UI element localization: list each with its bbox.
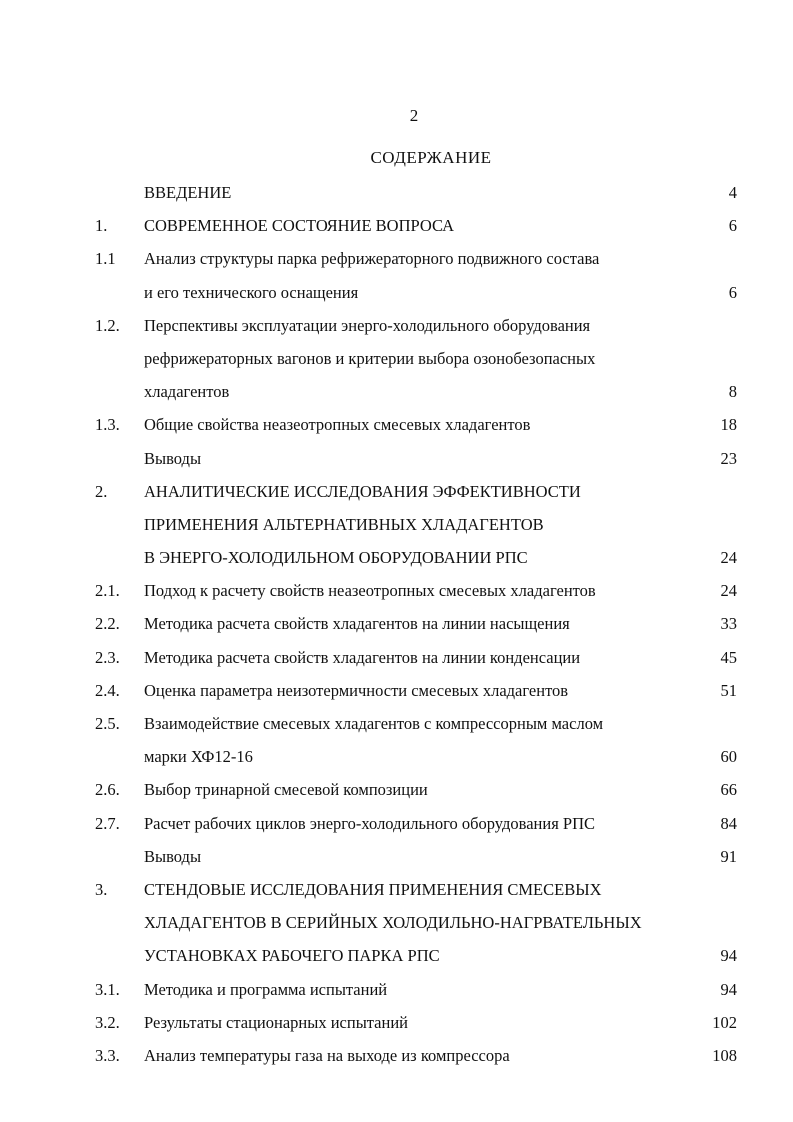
toc-entry-line — [0, 508, 793, 541]
toc-entry-page: 6 — [728, 216, 737, 236]
toc-entry-title: УСТАНОВКАХ РАБОЧЕГО ПАРКА РПС — [144, 946, 440, 966]
toc-entry-line — [0, 1039, 793, 1072]
toc-entry-title: ПРИМЕНЕНИЯ АЛЬТЕРНАТИВНЫХ ХЛАДАГЕНТОВ — [144, 514, 544, 534]
toc-entry-number: 2.4. — [95, 680, 120, 700]
toc-entry-title: СОВРЕМЕННОЕ СОСТОЯНИЕ ВОПРОСА — [144, 216, 455, 236]
toc-entry-title: марки ХФ12-16 — [144, 747, 253, 767]
toc-entry-number: 2. — [95, 481, 108, 501]
toc-entry-line — [0, 641, 793, 674]
toc-entry-number: 1.1 — [95, 249, 116, 269]
toc-entry-line — [0, 674, 793, 707]
toc-entry-line — [0, 475, 793, 508]
toc-entry-line — [0, 773, 793, 806]
toc-entry-number: 1. — [95, 216, 108, 236]
toc-entry-line — [0, 541, 793, 574]
toc-entry-page: 66 — [720, 780, 737, 800]
toc-entry-page: 24 — [720, 548, 737, 568]
toc-entry-title: ХЛАДАГЕНТОВ В СЕРИЙНЫХ ХОЛОДИЛЬНО-НАГРВАТЕЛЬНЫХ — [144, 913, 642, 933]
toc-entry-title: Общие свойства неазеотропных смесевых хладагентов — [144, 415, 531, 435]
toc-entry-page: 51 — [720, 680, 737, 700]
toc-entry-number: 2.5. — [95, 714, 120, 733]
toc-entry-page: 8 — [728, 382, 737, 402]
toc-entry-title: рефрижераторных вагонов и критерии выбора озонобезопасных — [144, 348, 596, 368]
toc-entry-line — [0, 209, 793, 242]
toc-entry-line — [0, 973, 793, 1006]
toc-entry-page: 45 — [720, 647, 737, 667]
toc-entry-line — [0, 442, 793, 475]
toc-entry-line — [0, 176, 793, 209]
toc-entry-line — [0, 707, 793, 740]
toc-entry-title: ВВЕДЕНИЕ — [144, 183, 232, 202]
toc-entry-page: 33 — [720, 614, 737, 634]
toc-entry-title: В ЭНЕРГО-ХОЛОДИЛЬНОМ ОБОРУДОВАНИИ РПС — [144, 548, 528, 568]
toc-entry-title: Расчет рабочих циклов энерго-холодильного оборудования РПС — [144, 813, 596, 833]
toc-entry-page: 24 — [720, 581, 737, 601]
toc-entry-number: 1.3. — [95, 415, 120, 435]
toc-entry-title: Взаимодействие смесевых хладагентов с компрессорным маслом — [144, 714, 604, 733]
toc-entry-title: Анализ температуры газа на выходе из компрессора — [144, 1045, 510, 1065]
toc-entry-line — [0, 740, 793, 773]
toc-entry-page: 4 — [728, 183, 737, 202]
toc-entry-title: Результаты стационарных испытаний — [144, 1012, 408, 1032]
toc-entry-title: Методика расчета свойств хладагентов на линии насыщения — [144, 614, 570, 634]
toc-title: СОДЕРЖАНИЕ — [370, 148, 492, 167]
toc-entry-title: Выбор тринарной смесевой композиции — [144, 780, 428, 800]
table-of-contents — [0, 176, 793, 1072]
toc-entry-number: 2.1. — [95, 581, 120, 601]
toc-entry-title: Выводы — [144, 448, 202, 468]
toc-entry-line — [0, 906, 793, 939]
toc-entry-number: 2.6. — [95, 780, 120, 800]
toc-entry-line — [0, 607, 793, 640]
toc-entry-line — [0, 342, 793, 375]
toc-entry-page: 23 — [720, 448, 737, 468]
toc-entry-line — [0, 242, 793, 275]
toc-entry-number: 3. — [95, 879, 108, 899]
toc-entry-line — [0, 840, 793, 873]
toc-entry-title: Подход к расчету свойств неазеотропных смесевых хладагентов — [144, 581, 596, 601]
toc-entry-line — [0, 408, 793, 441]
toc-entry-line — [0, 807, 793, 840]
toc-entry-page: 60 — [720, 747, 737, 767]
toc-entry-line — [0, 375, 793, 408]
toc-entry-page: 108 — [712, 1045, 737, 1065]
toc-entry-line — [0, 1006, 793, 1039]
toc-entry-line — [0, 939, 793, 972]
toc-entry-number: 3.1. — [95, 979, 120, 999]
toc-entry-title: и его технического оснащения — [144, 282, 359, 302]
toc-entry-title: Перспективы эксплуатации энерго-холодильного оборудования — [144, 315, 591, 335]
toc-entry-title: АНАЛИТИЧЕСКИЕ ИССЛЕДОВАНИЯ ЭФФЕКТИВНОСТИ — [144, 481, 581, 501]
toc-entry-line — [0, 276, 793, 309]
toc-entry-page: 102 — [712, 1012, 737, 1032]
toc-entry-number: 3.3. — [95, 1045, 120, 1065]
toc-entry-number: 2.3. — [95, 647, 120, 667]
toc-entry-line — [0, 873, 793, 906]
toc-entry-title: Методика расчета свойств хладагентов на линии конденсации — [144, 647, 581, 667]
toc-entry-page: 94 — [720, 946, 737, 966]
toc-entry-page: 91 — [720, 846, 737, 866]
toc-entry-number: 2.2. — [95, 614, 120, 634]
toc-entry-line — [0, 309, 793, 342]
toc-entry-title: СТЕНДОВЫЕ ИССЛЕДОВАНИЯ ПРИМЕНЕНИЯ СМЕСЕВЫХ — [144, 879, 602, 899]
toc-entry-number: 2.7. — [95, 813, 120, 833]
toc-entry-page: 18 — [720, 415, 737, 435]
toc-entry-title: Выводы — [144, 846, 202, 866]
toc-entry-page: 94 — [720, 979, 737, 999]
toc-entry-title: хладагентов — [144, 382, 230, 402]
toc-entry-line — [0, 574, 793, 607]
toc-entry-page: 84 — [720, 813, 737, 833]
toc-entry-title: Методика и программа испытаний — [144, 979, 388, 999]
toc-entry-number: 3.2. — [95, 1012, 120, 1032]
page-number: 2 — [409, 106, 419, 125]
toc-entry-title: Анализ структуры парка рефрижераторного подвижного состава — [144, 249, 600, 269]
toc-entry-page: 6 — [728, 282, 737, 302]
toc-entry-number: 1.2. — [95, 315, 120, 335]
toc-entry-title: Оценка параметра неизотермичности смесевых хладагентов — [144, 680, 569, 700]
